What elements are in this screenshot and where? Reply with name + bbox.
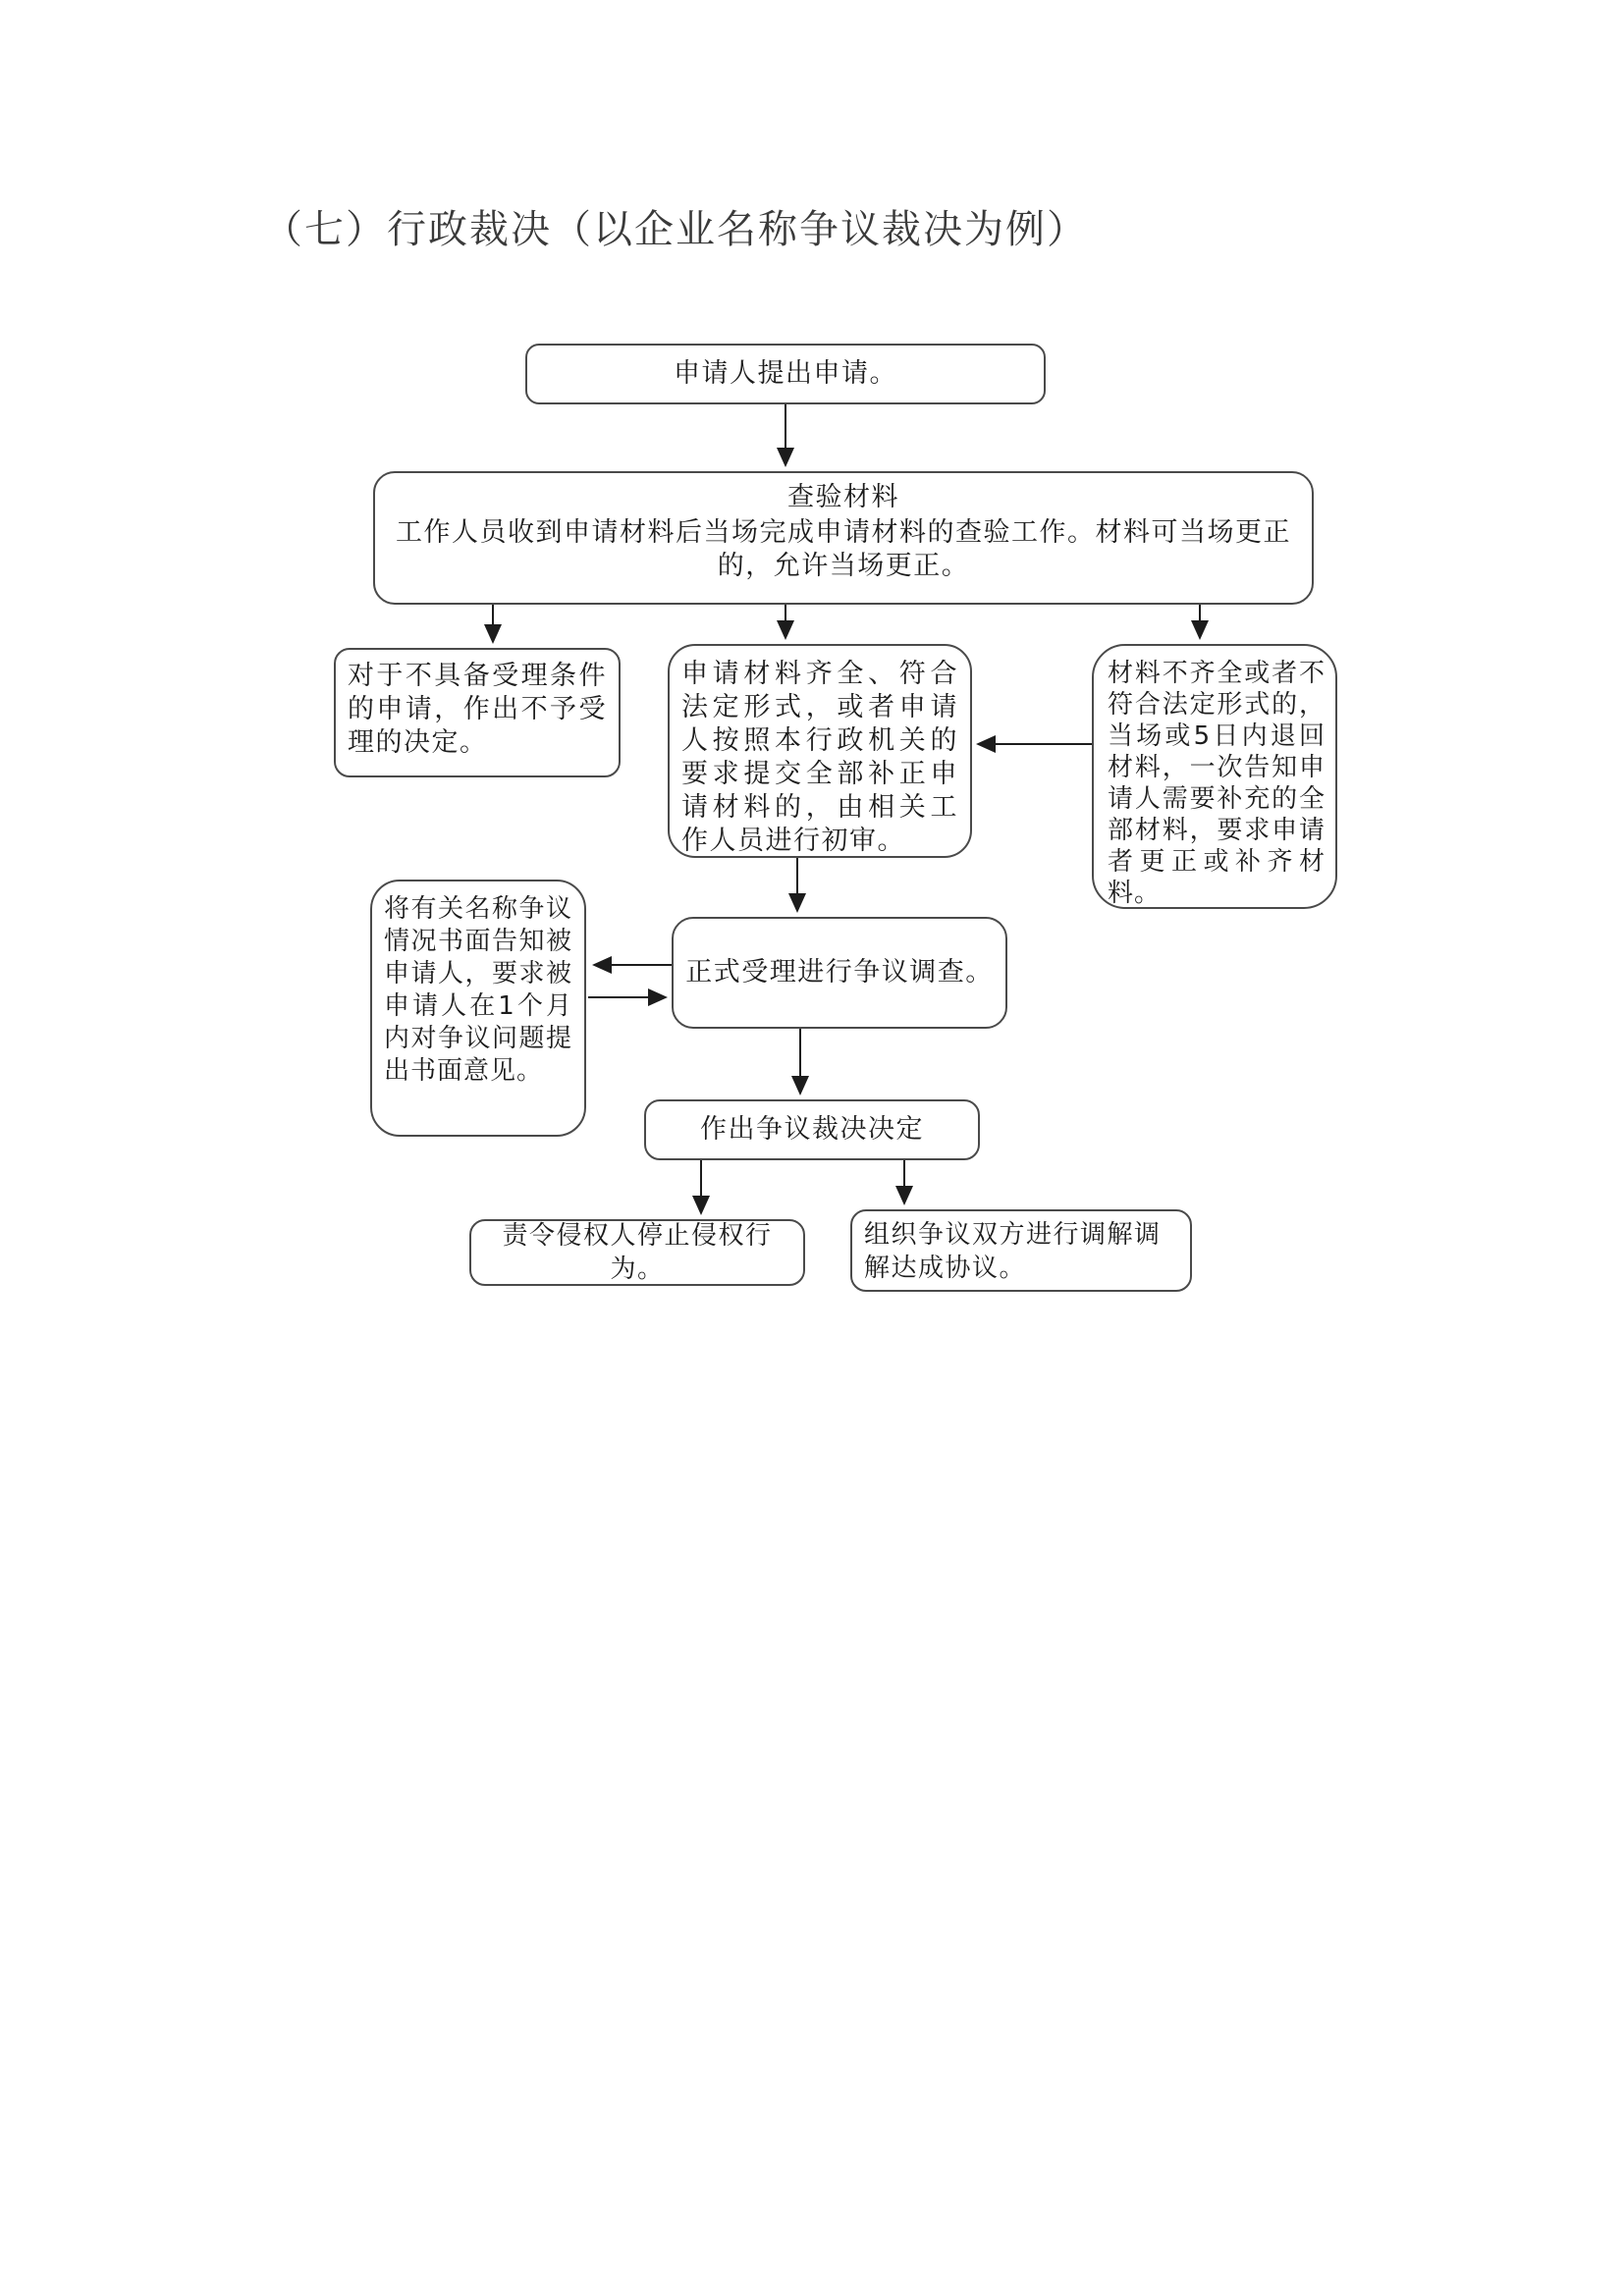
node-formal-acceptance xyxy=(672,917,1007,1029)
node-label: 对于不具备受理条件的申请，作出不予受理的决定。 xyxy=(348,661,607,758)
node-label: 将有关名称争议情况书面告知被申请人，要求被申请人在1个月内对争议问题提出书面意见。 xyxy=(384,894,572,1086)
node-label: 正式受理进行争议调查。 xyxy=(685,957,994,988)
node-label: 责令侵权人停止侵权行为。 xyxy=(502,1221,773,1284)
node-apply xyxy=(525,344,1046,404)
page-title: （七）行政裁决（以企业名称争议裁决为例） xyxy=(263,207,1088,252)
node-label: 作出争议裁决决定 xyxy=(700,1114,924,1145)
node-check-materials xyxy=(373,471,1314,605)
node-stop-infringement xyxy=(469,1219,805,1286)
node-preliminary-review xyxy=(668,644,972,858)
node-label: 材料不齐全或者不符合法定形式的，当场或5日内退回材料，一次告知申请人需要补充的全部材料，要求申请者更正或补齐材料。 xyxy=(1108,659,1326,908)
node-return-materials xyxy=(1092,644,1337,909)
node-adjudication-decision xyxy=(644,1099,980,1160)
node-mediation xyxy=(850,1209,1192,1292)
node-label: 工作人员收到申请材料后当场完成申请材料的查验工作。材料可当场更正的，允许当场更正。 xyxy=(396,517,1291,581)
node-notify-respondent xyxy=(370,880,586,1137)
node-heading: 查验材料 xyxy=(787,482,899,512)
node-label: 组织争议双方进行调解调解达成协议。 xyxy=(864,1220,1162,1283)
node-label: 申请材料齐全、符合法定形式，或者申请人按照本行政机关的要求提交全部补正申请材料的，由相关工作人员进行初审。 xyxy=(681,659,958,856)
node-reject-decision xyxy=(334,648,621,777)
node-label: 申请人提出申请。 xyxy=(674,358,897,389)
